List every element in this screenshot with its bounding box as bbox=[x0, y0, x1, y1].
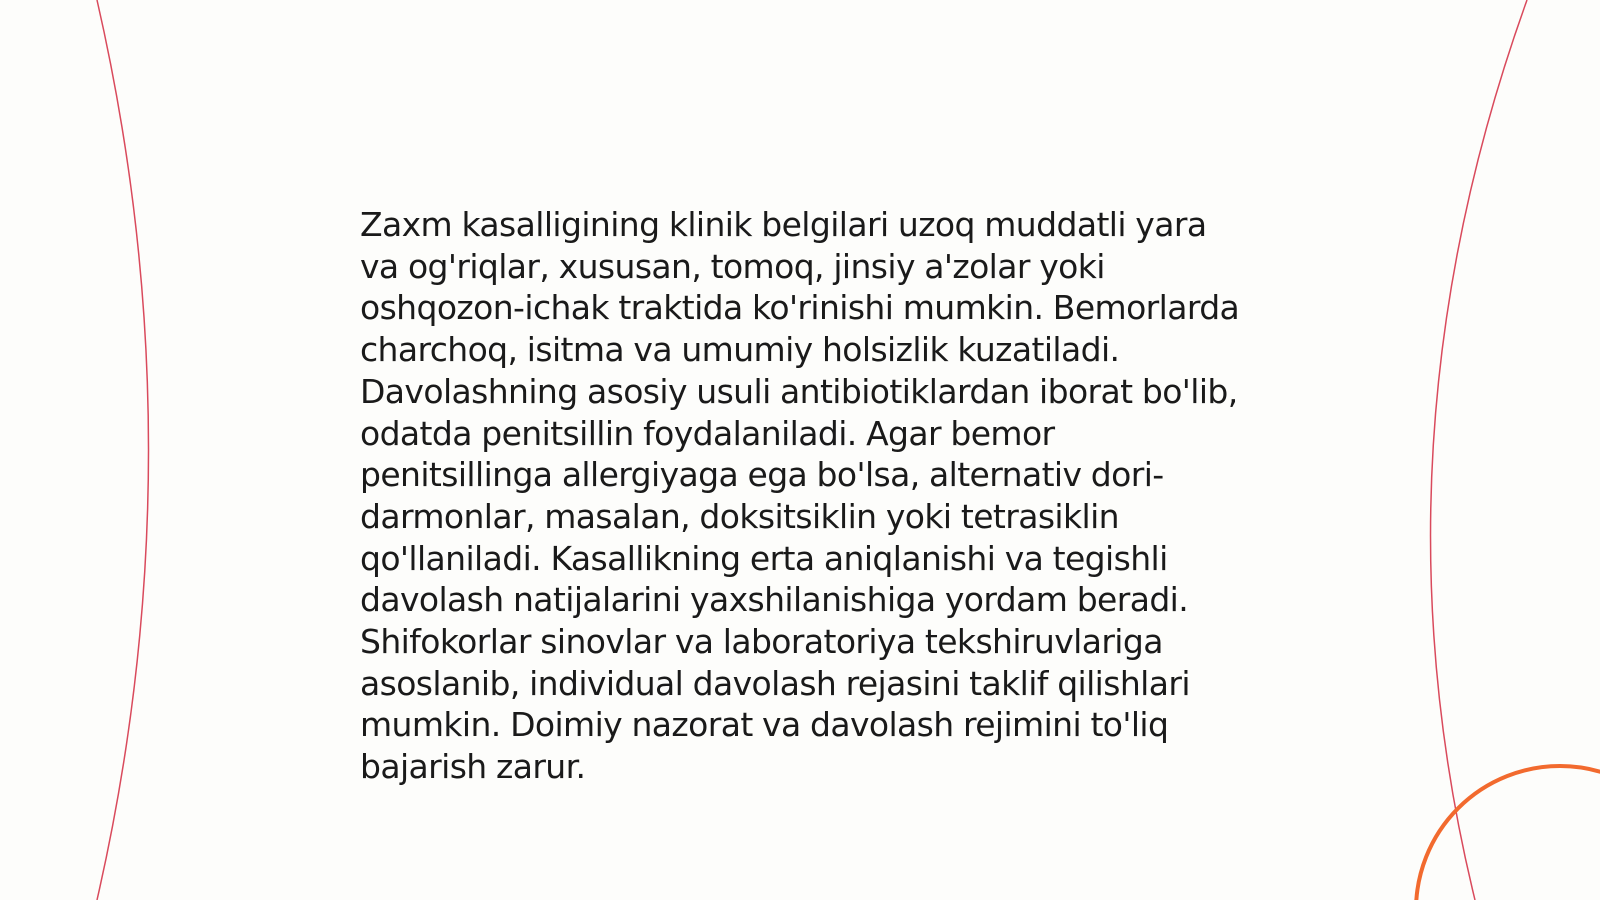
body-paragraph: Zaxm kasalligining klinik belgilari uzoq muddatli yara va og'riqlar, xususan, tomoq, jinsiy a'zolar yoki oshqozon-ichak traktida ko'rinishi mumkin. Bemorlarda charchoq, isitma va umumiy holsizlik kuzatiladi. Davolashning asosiy usuli antibiotiklardan iborat bo'lib, odatda penitsillin foydalaniladi. Agar bemor penitsillinga allergiyaga ega bo'lsa, alternativ dori-darmonlar, masalan, doksitsiklin yoki tetrasiklin qo'llaniladi. Kasallikning erta aniqlanishi va tegishli davolash natijalarini yaxshilanishiga yordam beradi. Shifokorlar sinovlar va laboratoriya tekshiruvlariga asoslanib, individual davolash rejasini taklif qilishlari mumkin. Doimiy nazorat va davolash rejimini to'liq bajarish zarur. bbox=[360, 205, 1240, 787]
right-arc-line bbox=[1431, 0, 1527, 900]
left-arc-line bbox=[97, 0, 149, 900]
orange-accent-circle bbox=[1416, 766, 1600, 900]
